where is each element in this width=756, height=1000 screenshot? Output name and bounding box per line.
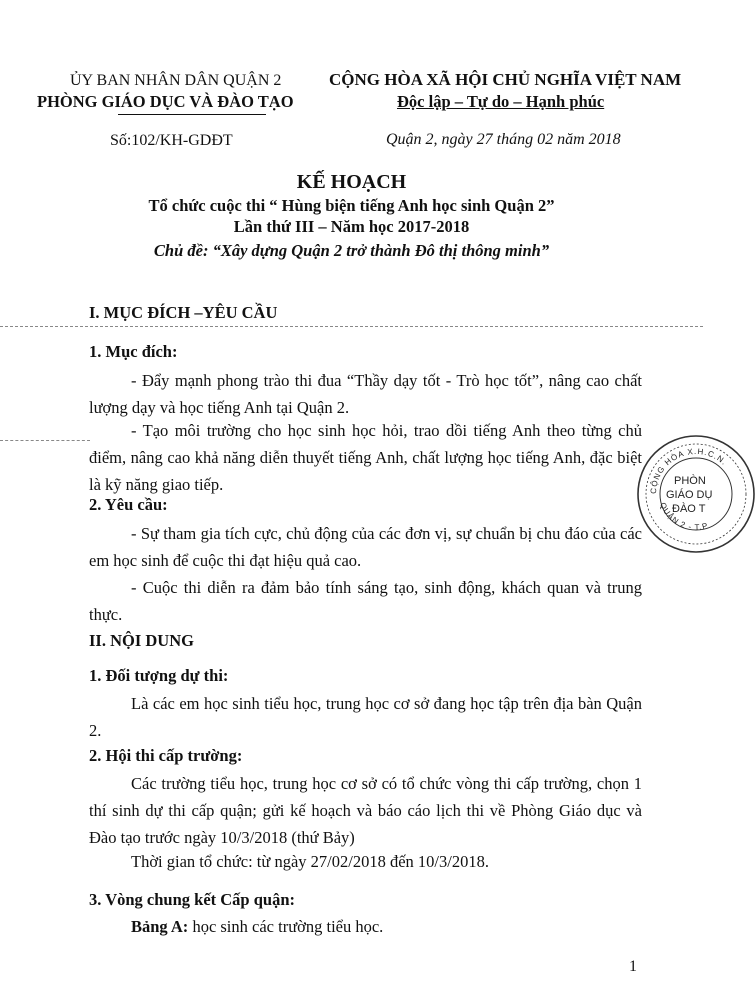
section-2-heading: II. NỘI DUNG: [89, 631, 194, 650]
subsection-district-final: 3. Vòng chung kết Cấp quận:: [89, 890, 296, 909]
scan-line: [0, 326, 703, 327]
date-line: Quận 2, ngày 27 tháng 02 năm 2018: [386, 131, 621, 148]
group-a-label: Bảng A:: [131, 917, 189, 936]
stamp-center-line-3: ĐÀO T: [672, 503, 706, 515]
requirements-paragraph-2: - Cuộc thi diễn ra đảm bảo tính sáng tạo, sinh động, khách quan và trung thực.: [89, 578, 642, 624]
requirements-paragraph-1: - Sự tham gia tích cực, chủ động của các đơn vị, sự chuẩn bị chu đáo của các em học sinh để cuộc thi đạt hiệu quả cao.: [89, 524, 642, 570]
subsection-purpose: 1. Mục đích:: [89, 342, 178, 361]
purpose-paragraph-2: - Tạo môi trường cho học sinh học hỏi, trao dồi tiếng Anh theo từng chủ điểm, nâng cao khả năng diễn thuyết tiếng Anh, chất lượng học tiếng Anh, đặc biệt là kỹ năng giao tiếp.: [89, 421, 642, 494]
contest-theme: Chủ đề: “Xây dựng Quận 2 trở thành Đô thị thông minh”: [153, 241, 550, 260]
country-name: CỘNG HÒA XÃ HỘI CHỦ NGHĨA VIỆT NAM: [329, 70, 682, 89]
school-round-paragraph: Các trường tiểu học, trung học cơ sở có tổ chức vòng thi cấp trường, chọn 1 thí sinh dự thi cấp quận; gửi kế hoạch và báo cáo lịch thi về Phòng Giáo dục và Đào tạo trước ngày 10/3/2018 (thứ Bảy): [89, 774, 642, 847]
agency-line: ỦY BAN NHÂN DÂN QUẬN 2: [70, 72, 282, 89]
scan-line: [0, 440, 90, 441]
subsection-requirements: 2. Yêu cầu:: [89, 495, 168, 514]
stamp-center-line-2: GIÁO DỤ: [666, 489, 713, 501]
subsection-school-round: 2. Hội thi cấp trường:: [89, 746, 243, 765]
document-number: Số:102/KH-GDĐT: [110, 132, 233, 149]
stamp-ring-text: CỘNG HÒA X.H.C.N.: [648, 446, 730, 495]
motto: Độc lập – Tự do – Hạnh phúc: [397, 92, 605, 111]
department-name: PHÒNG GIÁO DỤC VÀ ĐÀO TẠO: [37, 92, 294, 111]
contest-name: Tổ chức cuộc thi “ Hùng biện tiếng Anh học sinh Quận 2”: [148, 196, 555, 215]
page-number: 1: [629, 958, 637, 975]
participants-paragraph: Là các em học sinh tiểu học, trung học cơ sở đang học tập trên địa bàn Quận 2.: [89, 694, 642, 740]
plan-title: KẾ HOẠCH: [296, 171, 407, 193]
school-round-timeline: Thời gian tổ chức: từ ngày 27/02/2018 đến 10/3/2018.: [131, 852, 489, 871]
purpose-paragraph-1: - Đẩy mạnh phong trào thi đua “Thầy dạy tốt - Trò học tốt”, nâng cao chất lượng dạy và học tiếng Anh tại Quận 2.: [89, 371, 642, 417]
group-a-text: học sinh các trường tiểu học.: [188, 917, 384, 936]
section-1-heading: I. MỤC ĐÍCH –YÊU CẦU: [89, 303, 278, 322]
official-stamp: [636, 434, 756, 554]
stamp-center-line-1: PHÒN: [674, 475, 706, 487]
contest-edition: Lần thứ III – Năm học 2017-2018: [233, 217, 470, 236]
group-a-line: [131, 917, 383, 937]
stamp-bottom-text: QUẬN 2 - T.P: [657, 501, 710, 532]
subsection-participants: 1. Đối tượng dự thi:: [89, 666, 229, 685]
header-left-underline: [118, 114, 266, 115]
